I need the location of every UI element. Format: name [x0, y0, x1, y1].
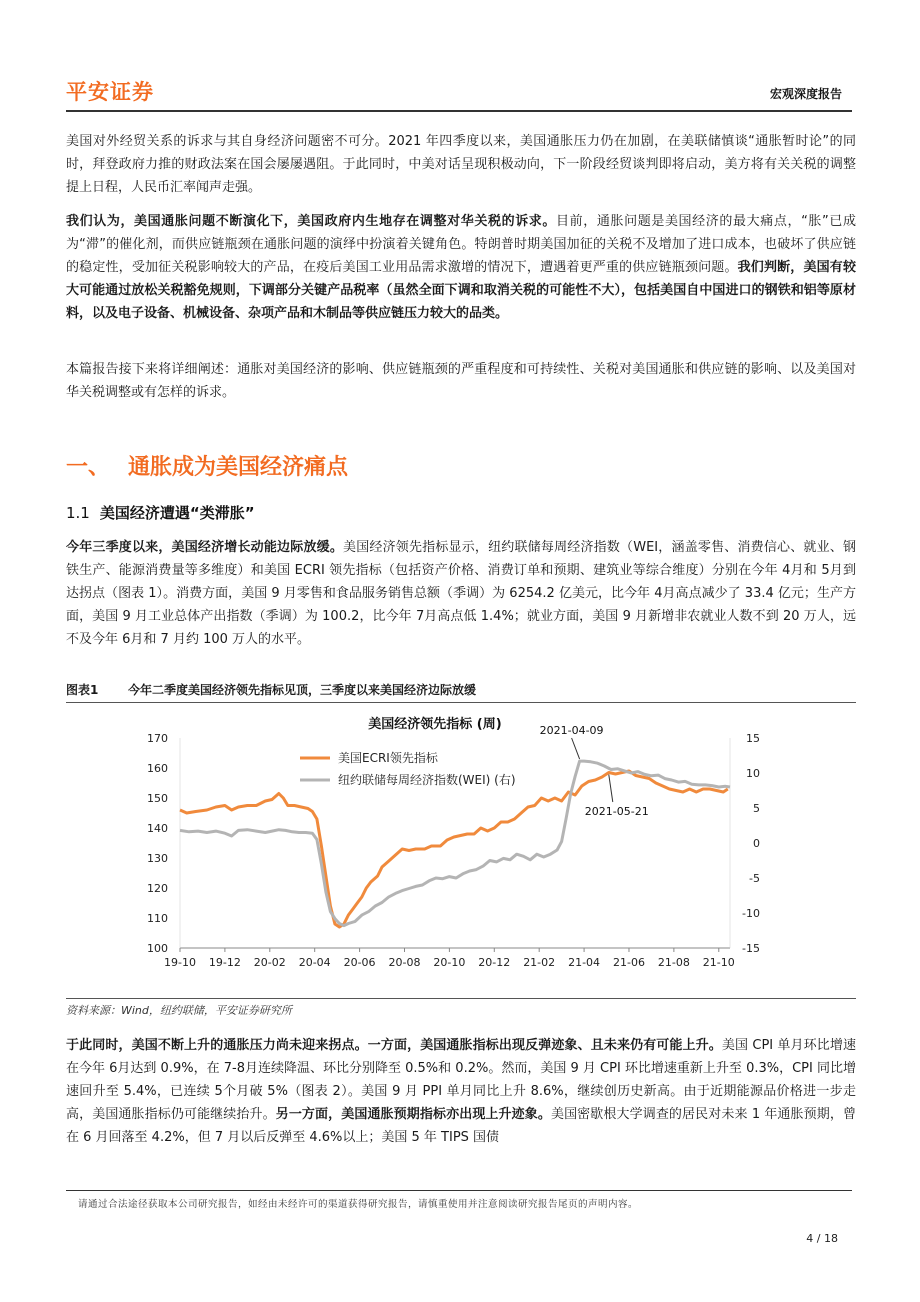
x-tick-label: 19-12: [208, 956, 241, 969]
chart-title: 美国经济领先指标 (周): [368, 717, 502, 732]
figure-source: 资料来源：Wind，纽约联储，平安证券研究所: [66, 1004, 292, 1017]
report-type: 宏观深度报告: [769, 87, 842, 101]
annotation-label: 2021-05-21: [584, 805, 649, 818]
annotation-label: 2021-04-09: [539, 724, 604, 737]
y-left-tick-label: 100: [147, 942, 168, 955]
legend-label-ecri: 美国ECRI领先指标: [338, 751, 438, 765]
body-paragraph-2: [66, 1034, 856, 1149]
body2-bold-3: 另一方面，美国通胀预期指标亦出现上升迹象。: [275, 1107, 551, 1122]
y-right-tick-label: 5: [753, 802, 760, 815]
figure-caption: 今年二季度美国经济领先指标见顶，三季度以来美国经济边际放缓: [128, 683, 477, 697]
y-right-tick-label: 0: [753, 837, 760, 850]
intro-paragraph-1: 美国对外经贸关系的诉求与其自身经济问题密不可分。2021 年四季度以来，美国通胀压力仍在加剧，在美联储慎谈“通胀暂时论”的同时，拜登政府力推的财政法案在国会屡屡遇阻。于此同时，中美对话呈现积极动向，下一阶段经贸谈判即将启动，美方将有关关税的调整提上日程，人民币汇率闻声走强。: [66, 134, 856, 195]
y-right-tick-label: -15: [742, 942, 760, 955]
annotation-leader: [609, 775, 613, 803]
section-heading-1: [66, 450, 348, 481]
y-right-tick-label: 15: [746, 732, 760, 745]
x-tick-label: 20-10: [433, 956, 466, 969]
figure-bottom-rule: [66, 998, 856, 999]
footer-divider: [66, 1190, 852, 1191]
intro-paragraph-2: [66, 210, 856, 325]
intro-p2-text: 目前，通胀问题是美国经济的最大痛点，“胀”已成为“滞”的催化剂，而供应链瓶颈在通胀问题的演绎中扮演着关键角色。特朗普时期美国加征的关税不及增加了进口成本，也破坏了供应链的稳定性，受加征关税影响较大的产品，在疫后美国工业用品需求激增的情况下，遭遇着更严重的供应链瓶颈问题。: [66, 214, 856, 275]
y-left-tick-label: 110: [147, 912, 168, 925]
x-tick-label: 20-06: [343, 956, 376, 969]
x-tick-label: 20-08: [388, 956, 421, 969]
y-right-tick-label: -5: [749, 872, 760, 885]
x-tick-label: 21-08: [657, 956, 690, 969]
x-tick-label: 21-06: [612, 956, 645, 969]
y-left-tick-label: 140: [147, 822, 168, 835]
section-number: 一、: [66, 455, 111, 480]
subsection-number: 1.1: [66, 504, 90, 522]
company-logo: 平安证券: [66, 80, 154, 104]
x-tick-label: 21-02: [523, 956, 556, 969]
body-paragraph-1: [66, 536, 856, 651]
page-number: 4 / 18: [806, 1232, 838, 1245]
body2-bold-1: 于此同时，美国不断上升的通胀压力尚未迎来拐点。: [66, 1038, 368, 1053]
series-line-ecri: [180, 771, 728, 927]
x-tick-label: 20-02: [253, 956, 286, 969]
intro-paragraph-3: 本篇报告接下来将详细阐述：通胀对美国经济的影响、供应链瓶颈的严重程度和可持续性、关税对美国通胀和供应链的影响、以及美国对华关税调整或有怎样的诉求。: [66, 362, 856, 400]
x-tick-label: 21-04: [568, 956, 601, 969]
intro-p2-bold-2: 我们判断，美国有较大可能通过放松关税豁免规则，下调部分关键产品税率（虽然全面下调和取消关税的可能性不大），包括美国自中国进口的钢铁和铝等原材料，以及电子设备、机械设备、杂项产品和木制品等供应链压力较大的品类。: [66, 260, 856, 321]
subsection-title: 美国经济遭遇“类滞胀”: [99, 504, 255, 522]
y-right-tick-label: 10: [746, 767, 760, 780]
x-tick-label: 21-10: [702, 956, 735, 969]
body1-bold: 今年三季度以来，美国经济增长动能边际放缓。: [66, 540, 344, 555]
y-left-tick-label: 130: [147, 852, 168, 865]
annotation-leader: [572, 738, 580, 759]
body2-text-1: 美国 CPI 单月环比增速在今年 6月达到 0.9%，在 7-8月连续降温、环比分别降至 0.5%和 0.2%。然而，美国 9 月 CPI 环比增速重新上升至 0.3%，CPI 同比增速回升至 5.4%，已连续 5个月破 5%（图表 2）。美国 9 月 PPI 单月同比上升 8.6%，继续创历史新高。由于近期能源品价格进一步走高，美国通胀指标仍可能继续抬升。: [66, 1038, 856, 1122]
legend-label-wei: 纽约联储每周经济指数(WEI) (右): [338, 773, 516, 787]
x-tick-label: 20-04: [298, 956, 331, 969]
subsection-heading-1-1: [66, 502, 255, 523]
figure-title: [66, 681, 856, 698]
y-right-tick-label: -10: [742, 907, 760, 920]
header-divider: [66, 110, 852, 112]
body2-text-2: 美国密歇根大学调查的居民对未来 1 年通胀预期，曾在 6 月回落至 4.2%，但 7 月以后反弹至 4.6%以上；美国 5 年 TIPS 国债: [66, 1107, 856, 1145]
intro-p2-bold-1: 我们认为，美国通胀问题不断演化下，美国政府内生地存在调整对华关税的诉求。: [66, 214, 557, 229]
x-tick-label: 19-10: [164, 956, 196, 969]
y-left-tick-label: 160: [147, 762, 168, 775]
figure-label: 图表1: [66, 683, 99, 697]
y-left-tick-label: 150: [147, 792, 168, 805]
leading-indicators-chart: [100, 712, 800, 982]
figure-top-rule: [66, 702, 856, 703]
body2-bold-2: 一方面，美国通胀指标出现反弹迹象、且未来仍有可能上升。: [367, 1038, 722, 1053]
y-left-tick-label: 170: [147, 732, 168, 745]
x-tick-label: 20-12: [478, 956, 511, 969]
y-left-tick-label: 120: [147, 882, 168, 895]
body1-text: 美国经济领先指标显示，纽约联储每周经济指数（WEI，涵盖零售、消费信心、就业、钢铁生产、能源消费量等多维度）和美国 ECRI 领先指标（包括资产价格、消费订单和预期、建筑业等综合维度）分别在今年 4月和 5月到达拐点（图表 1）。消费方面，美国 9 月零售和食品服务销售总额（季调）为 6254.2 亿美元，比今年 4月高点减少了 33.4 亿元；生产方面，美国 9 月工业总体产出指数（季调）为 100.2，比今年 7月高点低 1.4%；就业方面，美国 9 月新增非农就业人数不到 20 万人，远不及今年 6月和 7 月约 100 万人的水平。: [66, 540, 856, 647]
section-title: 通胀成为美国经济痛点: [128, 455, 349, 480]
footer-disclaimer: 请通过合法途径获取本公司研究报告，如经由未经许可的渠道获得研究报告，请慎重使用并注意阅读研究报告尾页的声明内容。: [78, 1199, 639, 1210]
